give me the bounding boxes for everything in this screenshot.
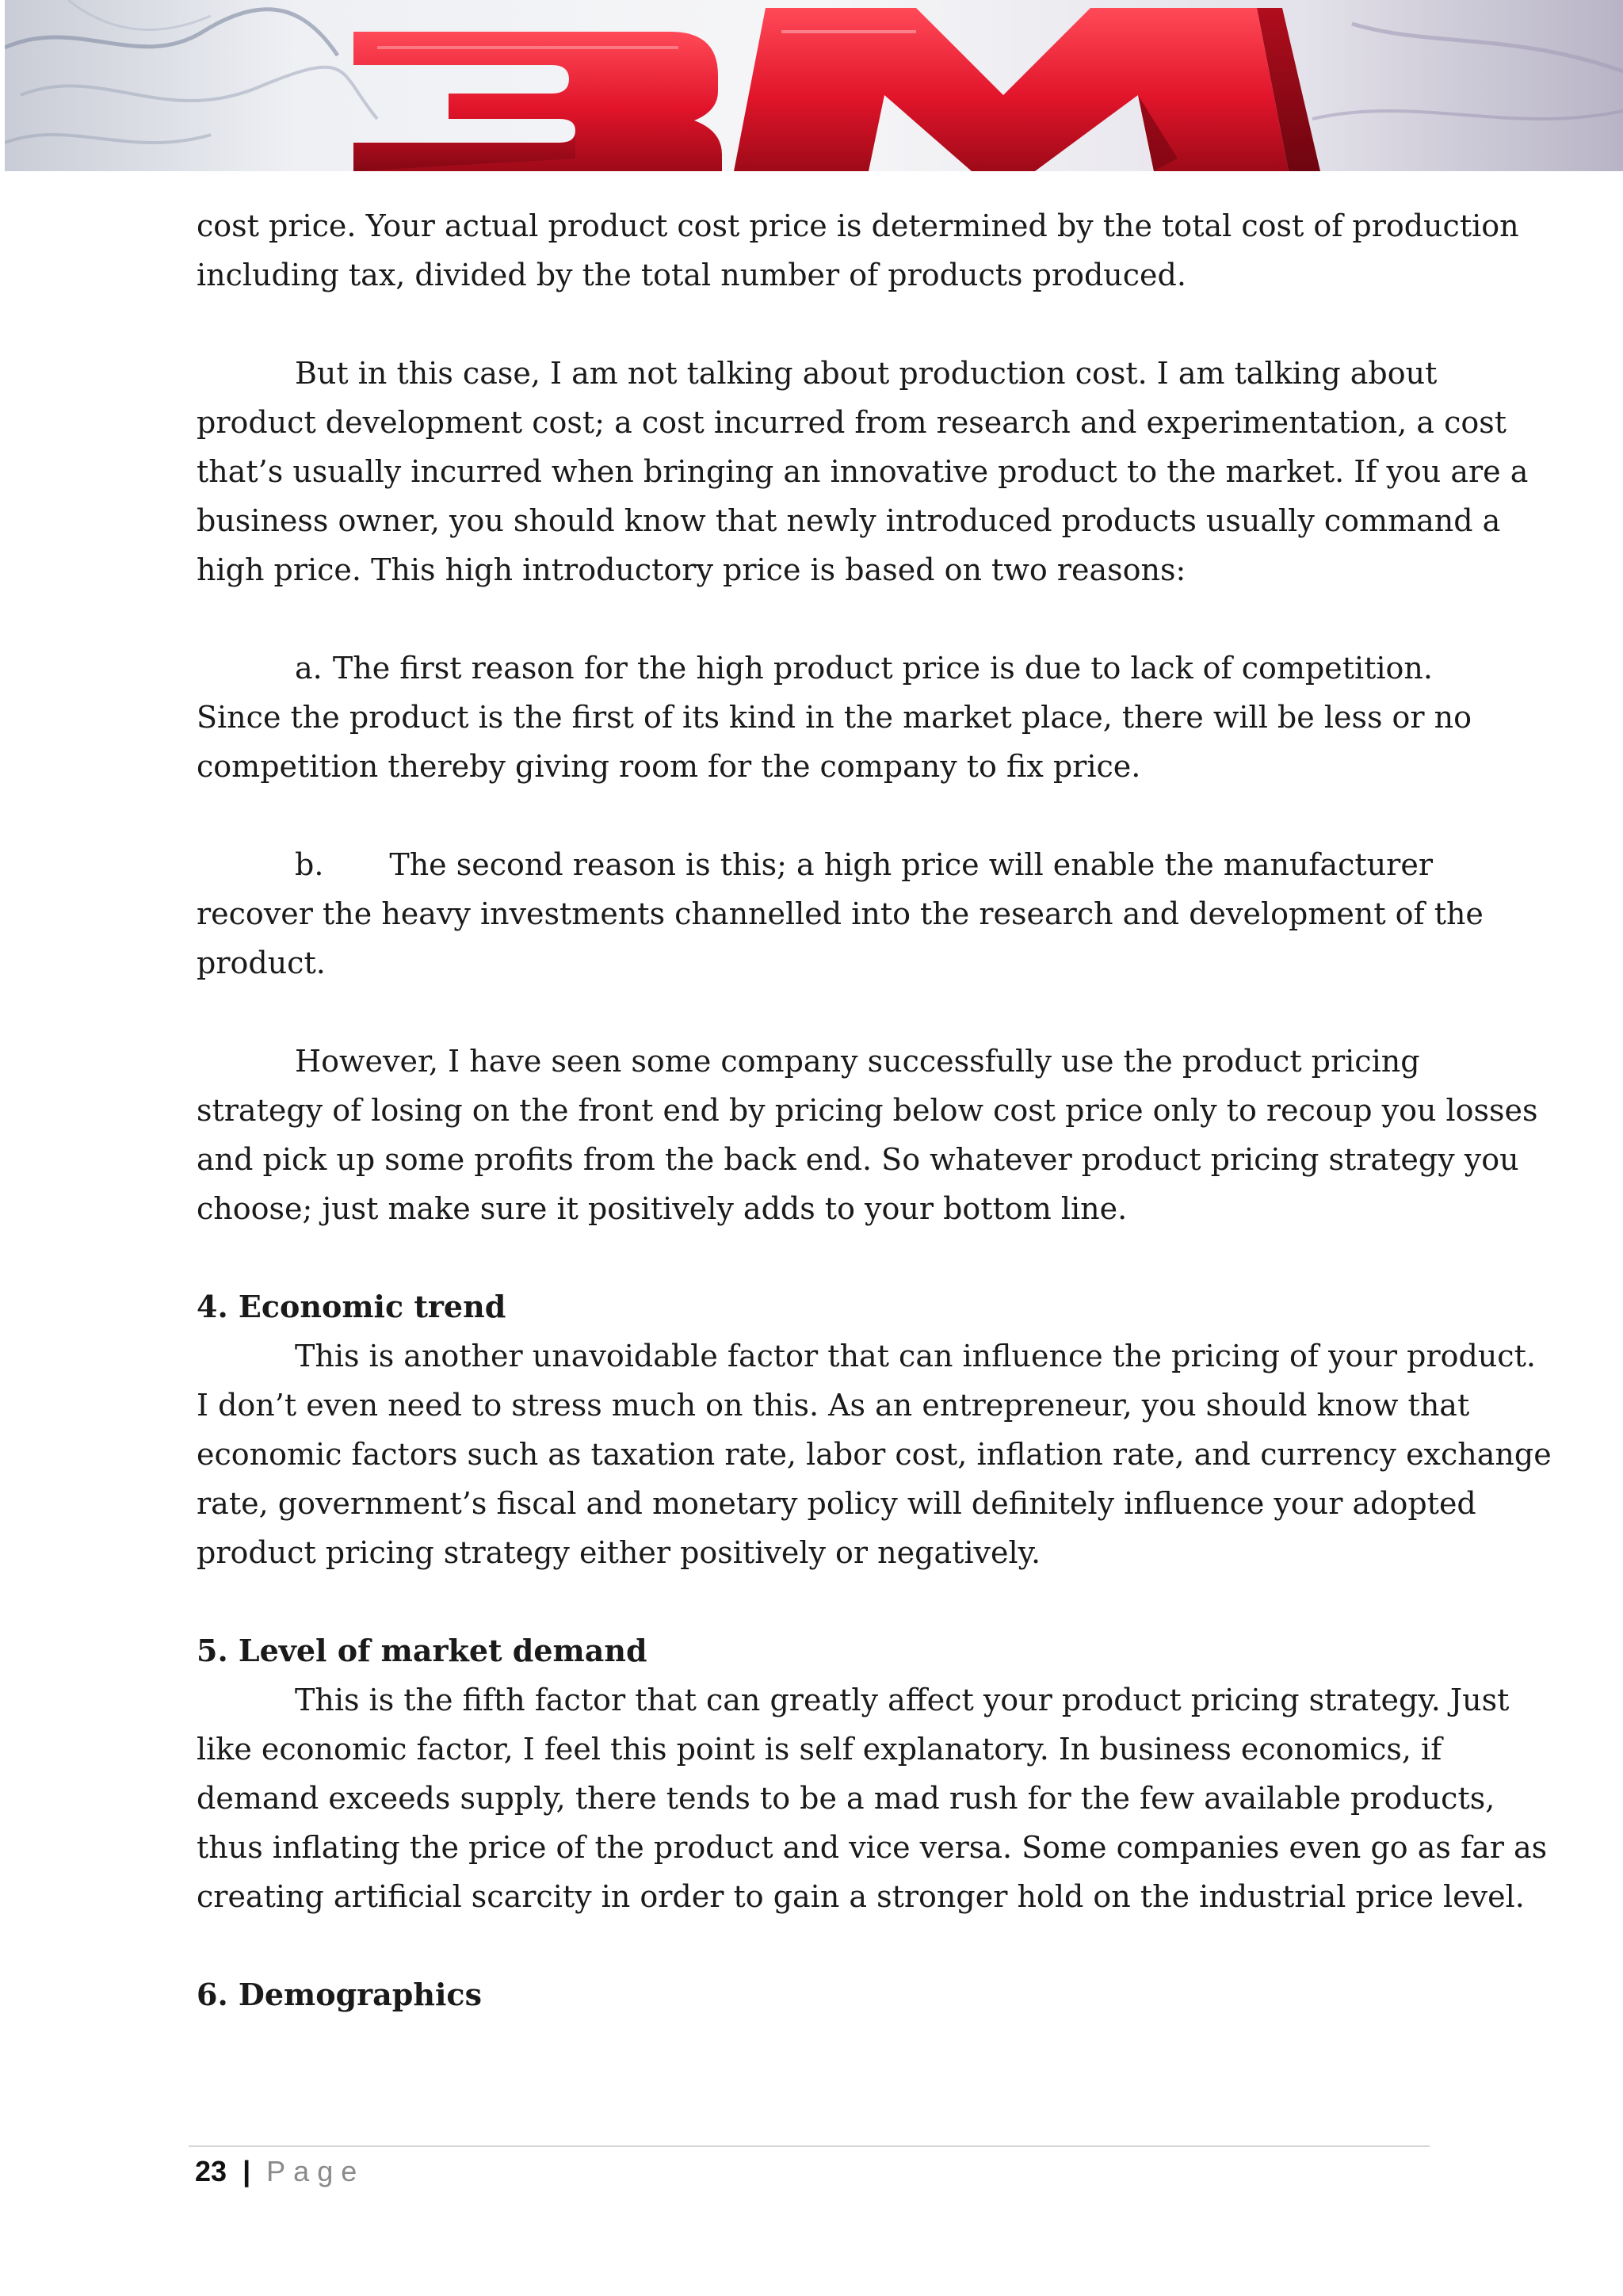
text-line: including tax, divided by the total number of products produced. [197, 258, 1186, 292]
text-line: This is the fifth factor that can greatly affect your product pricing strategy. Just [295, 1683, 1510, 1717]
page-separator: | [242, 2155, 251, 2187]
page-label: Page [266, 2155, 365, 2187]
text-line: thus inflating the price of the product and vice versa. Some companies even go as far as [197, 1830, 1548, 1865]
paragraph-gap [197, 1577, 1433, 1626]
text-line: high price. This high introductory price is based on two reasons: [197, 552, 1186, 587]
list-item-text: The first reason for the high product price is due to lack of competition. [332, 651, 1433, 686]
text-line: that’s usually incurred when bringing an innovative product to the market. If you are a [197, 454, 1529, 489]
text-line: economic factors such as taxation rate, labor cost, inflation rate, and currency exchange [197, 1437, 1552, 1472]
text-line: creating artificial scarcity in order to gain a stronger hold on the industrial price level. [197, 1879, 1525, 1914]
list-item-text: The second reason is this; a high price will enable the manufacturer [380, 847, 1433, 882]
page-footer [195, 2153, 365, 2191]
text-line: and pick up some profits from the back end. So whatever product pricing strategy you [197, 1142, 1519, 1177]
text-line: choose; just make sure it positively adds to your bottom line. [197, 1191, 1128, 1226]
text-line: competition thereby giving room for the company to fix price. [197, 749, 1141, 784]
text-line: cost price. Your actual product cost price is determined by the total cost of production [197, 208, 1519, 243]
text-line: recover the heavy investments channelled into the research and development of the [197, 896, 1484, 931]
text-line: demand exceeds supply, there tends to be a mad rush for the few available products, [197, 1781, 1495, 1816]
paragraph-gap [197, 1921, 1433, 1970]
list-marker: b. [295, 847, 324, 882]
text-line: product pricing strategy either positively or negatively. [197, 1535, 1041, 1570]
footer-divider [189, 2145, 1430, 2147]
header-banner [5, 0, 1623, 171]
paragraph-gap [197, 300, 1433, 349]
list-item [197, 840, 1433, 889]
text-line: However, I have seen some company successfully use the product pricing [295, 1044, 1420, 1079]
section-heading: 4. Economic trend [197, 1289, 506, 1324]
document-body [197, 201, 1552, 2019]
list-item [197, 644, 1433, 693]
section-heading: 6. Demographics [197, 1977, 482, 2012]
paragraph-gap [197, 1233, 1433, 1282]
text-line: like economic factor, I feel this point is self explanatory. In business economics, if [197, 1732, 1442, 1767]
paragraph-gap [197, 791, 1433, 840]
text-line: strategy of losing on the front end by pricing below cost price only to recoup you losses [197, 1093, 1538, 1128]
page-number: 23 [195, 2155, 227, 2187]
text-line: I don’t even need to stress much on this. As an entrepreneur, you should know that [197, 1388, 1470, 1423]
section-heading: 5. Level of market demand [197, 1633, 647, 1668]
paragraph-gap [197, 594, 1433, 644]
text-line: Since the product is the first of its kind in the market place, there will be less or no [197, 700, 1472, 735]
3m-logo-banner-image [5, 0, 1623, 171]
text-line: product. [197, 946, 326, 980]
paragraph-gap [197, 988, 1433, 1037]
text-line: business owner, you should know that newly introduced products usually command a [197, 503, 1501, 538]
text-line: rate, government’s fiscal and monetary policy will definitely influence your adopted [197, 1486, 1476, 1521]
text-line: But in this case, I am not talking about production cost. I am talking about [295, 356, 1438, 391]
text-line: This is another unavoidable factor that can influence the pricing of your product. [295, 1339, 1536, 1373]
list-marker: a. [295, 651, 323, 686]
text-line: product development cost; a cost incurred from research and experimentation, a cost [197, 405, 1507, 440]
